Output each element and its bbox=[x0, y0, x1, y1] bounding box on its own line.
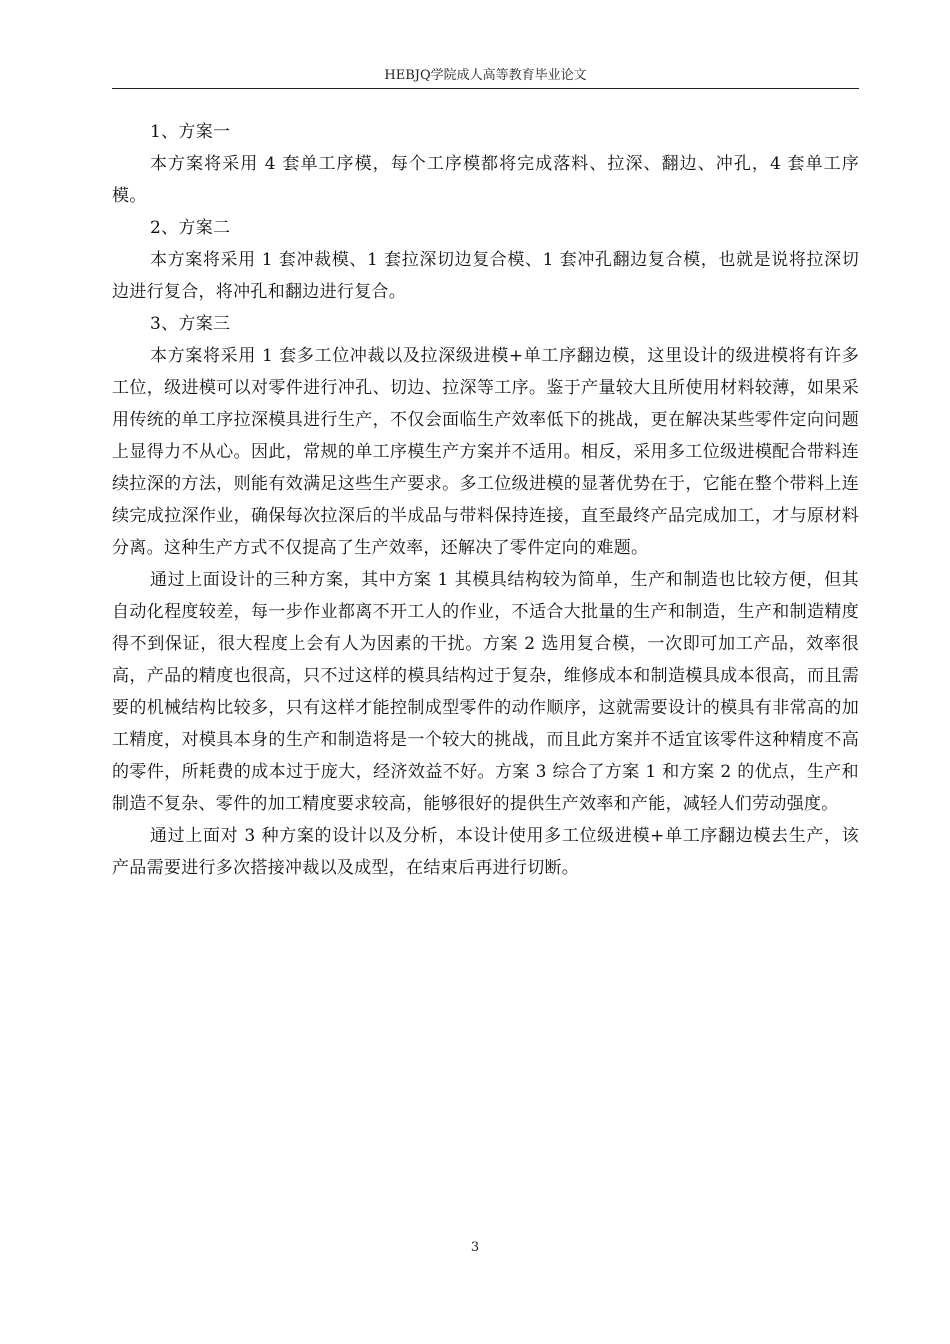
paragraph: 本方案将采用 1 套多工位冲裁以及拉深级进模+单工序翻边模，这里设计的级进模将有许多工位，级进模可以对零件进行冲孔、切边、拉深等工序。鉴于产量较大且所使用材料较薄，如果采用传统的单工序拉深模具进行生产，不仅会面临生产效率低下的挑战，更在解决某些零件定向问题上显得力不从心。因此，常规的单工序模生产方案并不适用。相反，采用多工位级进模配合带料连续拉深的方法，则能有效满足这些生产要求。多工位级进模的显著优势在于，它能在整个带料上连续完成拉深作业，确保每次拉深后的半成品与带料保持连接，直至最终产品完成加工，才与原材料分离。这种生产方式不仅提高了生产效率，还解决了零件定向的难题。 bbox=[112, 346, 859, 558]
section-heading-1: 1、方案一 bbox=[150, 122, 231, 142]
paragraph: 通过上面对 3 种方案的设计以及分析，本设计使用多工位级进模+单工序翻边模去生产，该产品需要进行多次搭接冲裁以及成型，在结束后再进行切断。 bbox=[112, 826, 859, 878]
section-heading-2: 2、方案二 bbox=[150, 218, 231, 238]
page-header: HEBJQ学院成人高等教育毕业论文 bbox=[112, 66, 859, 89]
page-number: 3 bbox=[470, 1240, 480, 1255]
paragraph: 本方案将采用 1 套冲裁模、1 套拉深切边复合模、1 套冲孔翻边复合模，也就是说将拉深切边进行复合，将冲孔和翻边进行复合。 bbox=[112, 250, 859, 302]
section-heading-3: 3、方案三 bbox=[150, 314, 231, 334]
paragraph: 本方案将采用 4 套单工序模，每个工序模都将完成落料、拉深、翻边、冲孔，4 套单工序模。 bbox=[112, 154, 859, 206]
body-text bbox=[112, 116, 859, 884]
paragraph: 通过上面设计的三种方案，其中方案 1 其模具结构较为简单，生产和制造也比较方便，但其自动化程度较差，每一步作业都离不开工人的作业，不适合大批量的生产和制造，生产和制造精度得不到保证，很大程度上会有人为因素的干扰。方案 2 选用复合模，一次即可加工产品，效率很高，产品的精度也很高，只不过这样的模具结构过于复杂，维修成本和制造模具成本很高，而且需要的机械结构比较多，只有这样才能控制成型零件的动作顺序，这就需要设计的模具有非常高的加工精度，对模具本身的生产和制造将是一个较大的挑战，而且此方案并不适宜该零件这种精度不高的零件，所耗费的成本过于庞大，经济效益不好。方案 3 综合了方案 1 和方案 2 的优点，生产和制造不复杂、零件的加工精度要求较高，能够很好的提供生产效率和产能，减轻人们劳动强度。 bbox=[112, 570, 859, 814]
